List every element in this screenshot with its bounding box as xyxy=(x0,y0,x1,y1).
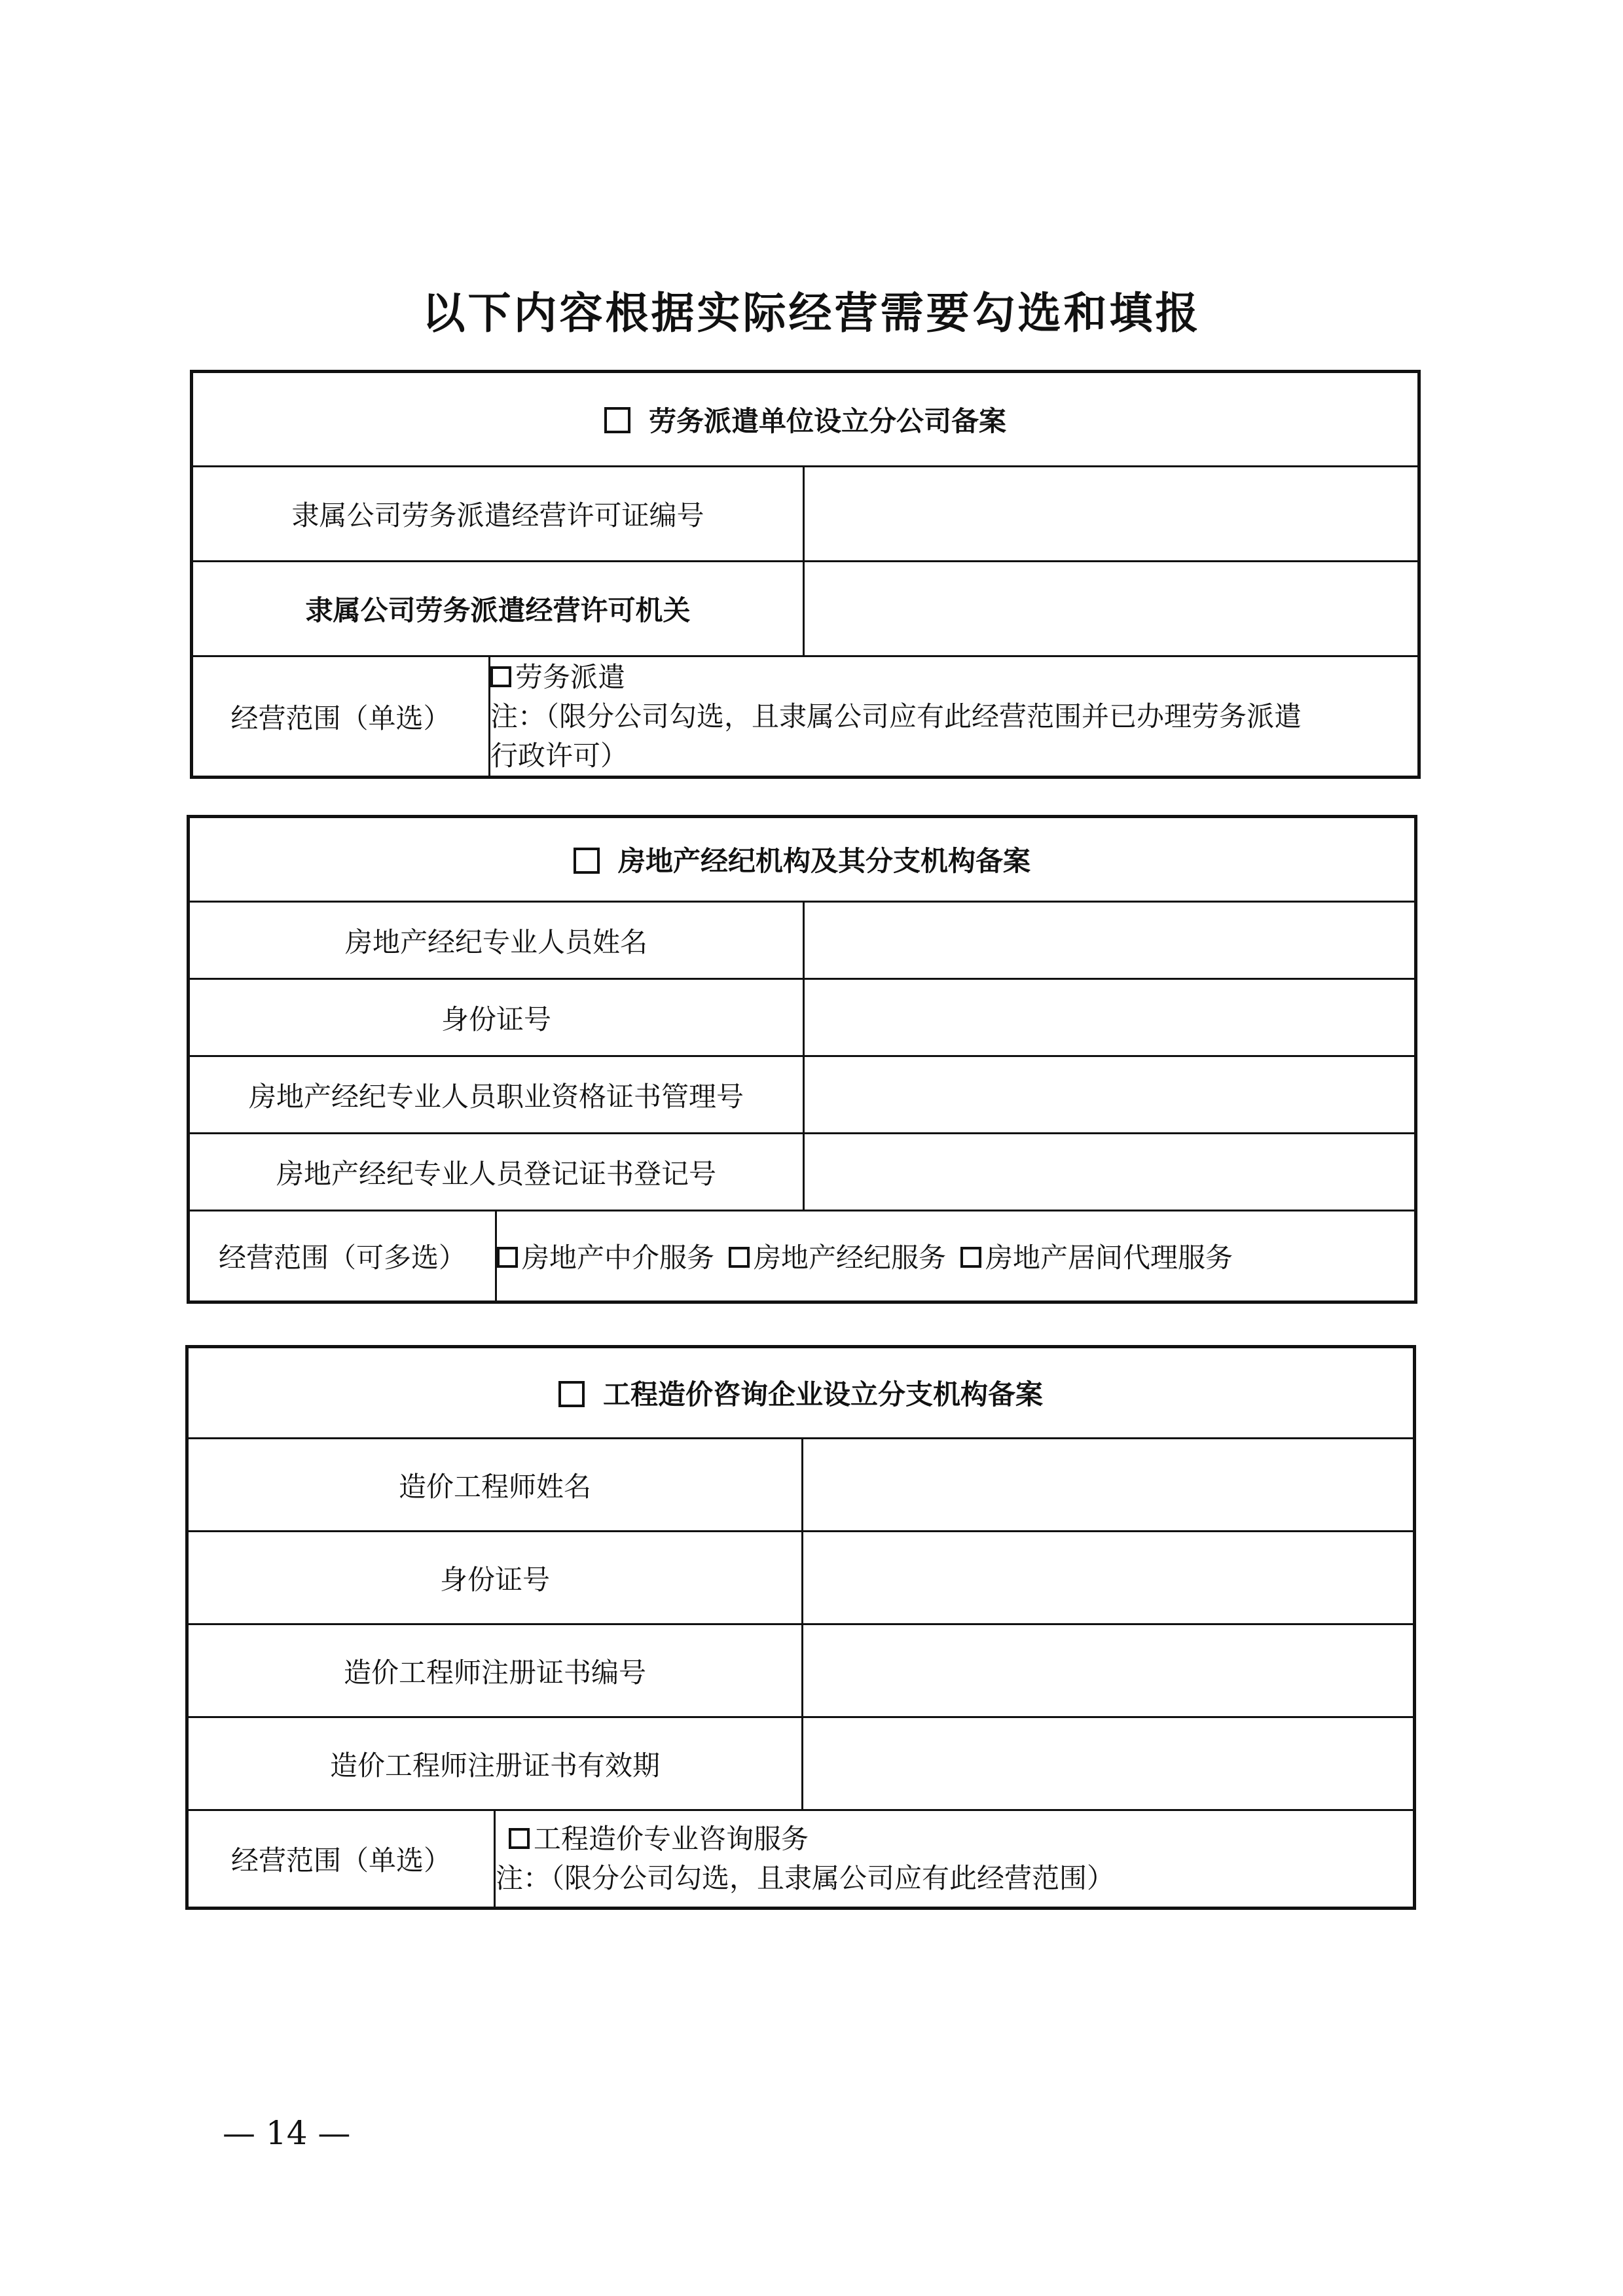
checkbox-icon[interactable] xyxy=(558,1381,585,1407)
section-title: 劳务派遣单位设立分公司备案 xyxy=(648,404,1006,437)
labor-dispatch-section-header[interactable] xyxy=(192,372,1419,467)
checkbox-icon[interactable] xyxy=(574,848,600,874)
real-estate-section-header[interactable] xyxy=(189,817,1416,902)
option-label: 房地产中介服务 xyxy=(522,1242,715,1274)
business-scope-cell xyxy=(490,656,1419,778)
option-label: 房地产经纪服务 xyxy=(754,1242,947,1274)
parent-license-authority-label: 隶属公司劳务派遣经营许可机关 xyxy=(192,562,804,656)
engineer-cert-validity-label: 造价工程师注册证书有效期 xyxy=(187,1717,803,1810)
id-number-label: 身份证号 xyxy=(187,1532,803,1624)
engineer-cert-validity-field[interactable] xyxy=(803,1717,1415,1810)
business-scope-label: 经营范围（单选） xyxy=(187,1810,495,1909)
option-label: 工程造价专业咨询服务 xyxy=(534,1823,809,1855)
section-title: 房地产经纪机构及其分支机构备案 xyxy=(617,845,1030,877)
parent-license-number-label: 隶属公司劳务派遣经营许可证编号 xyxy=(192,467,804,562)
engineer-name-label: 造价工程师姓名 xyxy=(187,1439,803,1532)
real-estate-agency-section xyxy=(187,815,1417,1304)
checkbox-icon[interactable] xyxy=(604,407,630,433)
scope-option-brokerage[interactable] xyxy=(714,1242,946,1274)
agent-name-label: 房地产经纪专业人员姓名 xyxy=(189,902,804,979)
page-number: — 14 — xyxy=(223,2114,351,2152)
id-number-field[interactable] xyxy=(803,1532,1415,1624)
id-number-label: 身份证号 xyxy=(189,979,804,1056)
business-scope-options xyxy=(496,1211,1416,1302)
qualification-cert-label: 房地产经纪专业人员职业资格证书管理号 xyxy=(189,1056,804,1134)
engineer-name-field[interactable] xyxy=(803,1439,1415,1532)
scope-option-agency[interactable] xyxy=(946,1242,1233,1274)
id-number-field[interactable] xyxy=(804,979,1416,1056)
scope-note: 注：（限分公司勾选，且隶属公司应有此经营范围） xyxy=(496,1862,1115,1894)
checkbox-icon[interactable] xyxy=(509,1828,530,1849)
checkbox-icon[interactable] xyxy=(490,666,511,687)
agent-name-field[interactable] xyxy=(804,902,1416,979)
business-scope-cell xyxy=(495,1810,1415,1909)
parent-license-authority-field[interactable] xyxy=(804,562,1419,656)
scope-note-continued: 行政许可） xyxy=(490,739,629,772)
engineer-cert-number-field[interactable] xyxy=(803,1624,1415,1717)
scope-option-intermediary[interactable] xyxy=(497,1242,714,1274)
checkbox-icon[interactable] xyxy=(729,1247,750,1268)
option-label: 房地产居间代理服务 xyxy=(985,1242,1233,1274)
parent-license-number-field[interactable] xyxy=(804,467,1419,562)
page-title: 以下内容根据实际经营需要勾选和填报 xyxy=(422,288,1201,338)
qualification-cert-field[interactable] xyxy=(804,1056,1416,1134)
checkbox-icon[interactable] xyxy=(960,1247,981,1268)
business-scope-label: 经营范围（单选） xyxy=(192,656,490,778)
cost-consulting-section-header[interactable] xyxy=(187,1347,1415,1439)
scope-note: 注：（限分公司勾选，且隶属公司应有此经营范围并已办理劳务派遣 xyxy=(490,700,1302,732)
cost-consulting-section xyxy=(185,1345,1416,1910)
option-label: 劳务派遣 xyxy=(515,660,626,693)
section-title: 工程造价咨询企业设立分支机构备案 xyxy=(602,1378,1043,1410)
scope-option-labor-dispatch[interactable] xyxy=(490,658,1417,697)
registration-cert-label: 房地产经纪专业人员登记证书登记号 xyxy=(189,1134,804,1211)
business-scope-label: 经营范围（可多选） xyxy=(189,1211,496,1302)
scope-option-cost-consulting[interactable] xyxy=(496,1820,1413,1859)
engineer-cert-number-label: 造价工程师注册证书编号 xyxy=(187,1624,803,1717)
checkbox-icon[interactable] xyxy=(497,1247,518,1268)
registration-cert-field[interactable] xyxy=(804,1134,1416,1211)
labor-dispatch-branch-section xyxy=(190,370,1421,779)
